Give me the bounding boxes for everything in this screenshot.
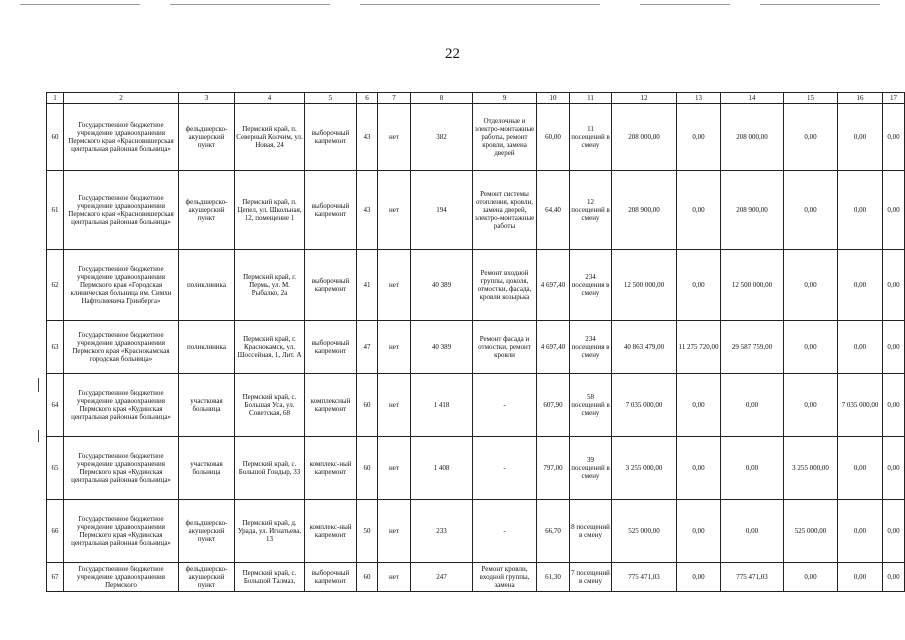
cost-value: 0,00	[721, 374, 784, 437]
table-row	[47, 171, 905, 250]
cost-value: 0,00	[677, 563, 721, 592]
address: Пермский край, д. Урада, ул. Игнатьева, 13	[235, 500, 305, 563]
column-number: 13	[677, 93, 721, 104]
area-value-2: 797,00	[537, 437, 570, 500]
cost-value: 0,00	[883, 250, 905, 321]
capacity-value: 12 посещений в смену	[570, 171, 612, 250]
capacity-value: 234 посещения в смену	[570, 321, 612, 374]
cost-value: 0,00	[677, 104, 721, 171]
cost-value: 0,00	[721, 500, 784, 563]
total-cost: 208 900,00	[612, 171, 677, 250]
cost-value: 0,00	[838, 563, 883, 592]
cost-value: 7 035 000,00	[838, 374, 883, 437]
flag-value: нет	[378, 374, 411, 437]
institution-name: Государственное бюджетное учреждение здравоохранения Пермского края «Кудинская центральная районная больница»	[64, 500, 179, 563]
facility-type: фельдшерско-акушерский пункт	[179, 171, 235, 250]
cost-value: 0,00	[883, 374, 905, 437]
facility-type: поликлиника	[179, 250, 235, 321]
works-description: -	[473, 437, 537, 500]
capacity-value: 11 посещений в смену	[570, 104, 612, 171]
total-cost: 40 863 479,00	[612, 321, 677, 374]
area-value: 40 389	[411, 321, 473, 374]
year-value: 60	[357, 437, 378, 500]
column-number: 3	[179, 93, 235, 104]
area-value-2: 4 697,40	[537, 250, 570, 321]
capacity-value: 8 посещений в смену	[570, 500, 612, 563]
year-value: 50	[357, 500, 378, 563]
flag-value: нет	[378, 171, 411, 250]
address: Пермский край, с. Большой Талмаз,	[235, 563, 305, 592]
institution-name: Государственное бюджетное учреждение здравоохранения Пермского края «Красновишерская центральная районная больница»	[64, 171, 179, 250]
total-cost: 12 500 000,00	[612, 250, 677, 321]
institution-name: Государственное бюджетное учреждение здравоохранения Пермского края «Кудинская центральная районная больница»	[64, 374, 179, 437]
works-description: -	[473, 500, 537, 563]
year-value: 60	[357, 563, 378, 592]
cost-value: 3 255 000,00	[784, 437, 838, 500]
cost-value: 525 000,00	[784, 500, 838, 563]
capacity-value: 7 посещений в смену	[570, 563, 612, 592]
address: Пермский край, п. Северный Колчим, ул. Новая, 24	[235, 104, 305, 171]
column-number: 5	[305, 93, 357, 104]
facility-type: фельдшерско-акушерский пункт	[179, 104, 235, 171]
column-number: 2	[64, 93, 179, 104]
column-number: 9	[473, 93, 537, 104]
cost-value: 0,00	[784, 374, 838, 437]
repair-type: комплекс-ный капремонт	[305, 437, 357, 500]
top-edge-line	[760, 4, 880, 5]
cost-value: 12 500 000,00	[721, 250, 784, 321]
year-value: 43	[357, 104, 378, 171]
area-value-2: 60,00	[537, 104, 570, 171]
cost-value: 0,00	[883, 437, 905, 500]
repair-type: выборочный капремонт	[305, 171, 357, 250]
column-number: 11	[570, 93, 612, 104]
area-value: 233	[411, 500, 473, 563]
area-value: 194	[411, 171, 473, 250]
table-row	[47, 321, 905, 374]
institution-name: Государственное бюджетное учреждение здравоохранения Пермского края «Кудинская центральная районная больница»	[64, 437, 179, 500]
column-number: 14	[721, 93, 784, 104]
cost-value: 0,00	[838, 250, 883, 321]
row-number: 60	[47, 104, 64, 171]
header-row	[47, 93, 905, 104]
year-value: 47	[357, 321, 378, 374]
total-cost: 3 255 000,00	[612, 437, 677, 500]
capacity-value: 39 посещений в смену	[570, 437, 612, 500]
table-row	[47, 250, 905, 321]
cost-value: 0,00	[677, 437, 721, 500]
cost-value: 0,00	[838, 104, 883, 171]
institution-name: Государственное бюджетное учреждение здравоохранения Пермского края «Краснокамская городская больница»	[64, 321, 179, 374]
column-number: 7	[378, 93, 411, 104]
area-value-2: 64,40	[537, 171, 570, 250]
capacity-value: 234 посещения в смену	[570, 250, 612, 321]
column-number: 16	[838, 93, 883, 104]
cost-value: 0,00	[883, 500, 905, 563]
scan-margin-mark	[38, 430, 39, 442]
column-number: 4	[235, 93, 305, 104]
cost-value: 0,00	[784, 104, 838, 171]
cost-value: 208 000,00	[721, 104, 784, 171]
repair-type: комплексный капремонт	[305, 374, 357, 437]
area-value: 1 408	[411, 437, 473, 500]
cost-value: 0,00	[721, 437, 784, 500]
year-value: 41	[357, 250, 378, 321]
table-row	[47, 500, 905, 563]
area-value-2: 607,90	[537, 374, 570, 437]
area-value-2: 66,70	[537, 500, 570, 563]
cost-value: 0,00	[677, 250, 721, 321]
register-table-body	[47, 93, 905, 592]
area-value: 40 389	[411, 250, 473, 321]
register-table	[46, 92, 905, 592]
facility-type: участковая больница	[179, 374, 235, 437]
flag-value: нет	[378, 563, 411, 592]
cost-value: 208 900,00	[721, 171, 784, 250]
cost-value: 0,00	[784, 321, 838, 374]
address: Пермский край, п. Цепел, ул. Школьная, 12, помещение 1	[235, 171, 305, 250]
cost-value: 29 587 759,00	[721, 321, 784, 374]
works-description: Ремонт кровли, входной группы, замена	[473, 563, 537, 592]
area-value-2: 61,30	[537, 563, 570, 592]
flag-value: нет	[378, 104, 411, 171]
total-cost: 208 000,00	[612, 104, 677, 171]
total-cost: 525 000,00	[612, 500, 677, 563]
row-number: 63	[47, 321, 64, 374]
top-edge-line	[20, 4, 140, 5]
works-description: -	[473, 374, 537, 437]
cost-value: 0,00	[784, 563, 838, 592]
facility-type: фельдшерско-акушерский пункт	[179, 563, 235, 592]
page-number: 22	[445, 46, 460, 62]
repair-type: выборочный капремонт	[305, 321, 357, 374]
area-value: 382	[411, 104, 473, 171]
scan-margin-mark	[38, 378, 39, 392]
address: Пермский край, с. Большая Уса, ул. Советская, 68	[235, 374, 305, 437]
top-edge-line	[170, 4, 330, 5]
row-number: 66	[47, 500, 64, 563]
flag-value: нет	[378, 250, 411, 321]
table-row	[47, 563, 905, 592]
address: Пермский край, с. Большой Гондыр, 33	[235, 437, 305, 500]
cost-value: 0,00	[838, 437, 883, 500]
column-number: 10	[537, 93, 570, 104]
cost-value: 0,00	[883, 321, 905, 374]
institution-name: Государственное бюджетное учреждение здравоохранения Пермского края «Красновишерская центральная районная больница»	[64, 104, 179, 171]
capacity-value: 58 посещений в смену	[570, 374, 612, 437]
year-value: 43	[357, 171, 378, 250]
facility-type: поликлиника	[179, 321, 235, 374]
cost-value: 0,00	[883, 171, 905, 250]
cost-value: 0,00	[883, 563, 905, 592]
flag-value: нет	[378, 437, 411, 500]
address: Пермский край, г. Краснокамск, ул. Шоссейная, 1, Лит. А	[235, 321, 305, 374]
column-number: 6	[357, 93, 378, 104]
area-value: 1 418	[411, 374, 473, 437]
cost-value: 775 471,03	[721, 563, 784, 592]
table-row	[47, 104, 905, 171]
area-value: 247	[411, 563, 473, 592]
flag-value: нет	[378, 321, 411, 374]
row-number: 65	[47, 437, 64, 500]
works-description: Ремонт системы отопления, кровли, замена дверей, электро-монтажные работы	[473, 171, 537, 250]
area-value-2: 4 697,40	[537, 321, 570, 374]
row-number: 61	[47, 171, 64, 250]
facility-type: фельдшерско-акушерский пункт	[179, 500, 235, 563]
cost-value: 0,00	[784, 250, 838, 321]
cost-value: 0,00	[838, 171, 883, 250]
cost-value: 0,00	[677, 171, 721, 250]
total-cost: 7 035 000,00	[612, 374, 677, 437]
repair-type: выборочный капремонт	[305, 104, 357, 171]
cost-value: 0,00	[677, 500, 721, 563]
year-value: 60	[357, 374, 378, 437]
flag-value: нет	[378, 500, 411, 563]
row-number: 62	[47, 250, 64, 321]
repair-type: выборочный капремонт	[305, 250, 357, 321]
table-row	[47, 437, 905, 500]
repair-type: комплекс-ный капремонт	[305, 500, 357, 563]
works-description: Отделочные и электро-монтажные работы, ремонт кровли, замена дверей	[473, 104, 537, 171]
cost-value: 0,00	[784, 171, 838, 250]
column-number: 12	[612, 93, 677, 104]
top-edge-line	[360, 4, 600, 5]
facility-type: участковая больница	[179, 437, 235, 500]
cost-value: 0,00	[677, 374, 721, 437]
column-number: 8	[411, 93, 473, 104]
works-description: Ремонт входной группы, цоколя, отмостки, фасада, кровли козырька	[473, 250, 537, 321]
cost-value: 0,00	[838, 500, 883, 563]
institution-name: Государственное бюджетное учреждение здравоохранения Пермского края «Городская клиническая больница им. Симхи Нафтолиевича Гринберга»	[64, 250, 179, 321]
works-description: Ремонт фасада и отмостки, ремонт кровли	[473, 321, 537, 374]
column-number: 17	[883, 93, 905, 104]
total-cost: 775 471,03	[612, 563, 677, 592]
cost-value: 0,00	[883, 104, 905, 171]
top-edge-line	[640, 4, 730, 5]
cost-value: 0,00	[838, 321, 883, 374]
row-number: 64	[47, 374, 64, 437]
row-number: 67	[47, 563, 64, 592]
cost-value: 11 275 720,00	[677, 321, 721, 374]
address: Пермский край, г. Пермь, ул. М. Рыбалко, 2а	[235, 250, 305, 321]
institution-name: Государственное бюджетное учреждение здравоохранения Пермского	[64, 563, 179, 592]
repair-type: выборочный капремонт	[305, 563, 357, 592]
column-number: 1	[47, 93, 64, 104]
table-row	[47, 374, 905, 437]
column-number: 15	[784, 93, 838, 104]
